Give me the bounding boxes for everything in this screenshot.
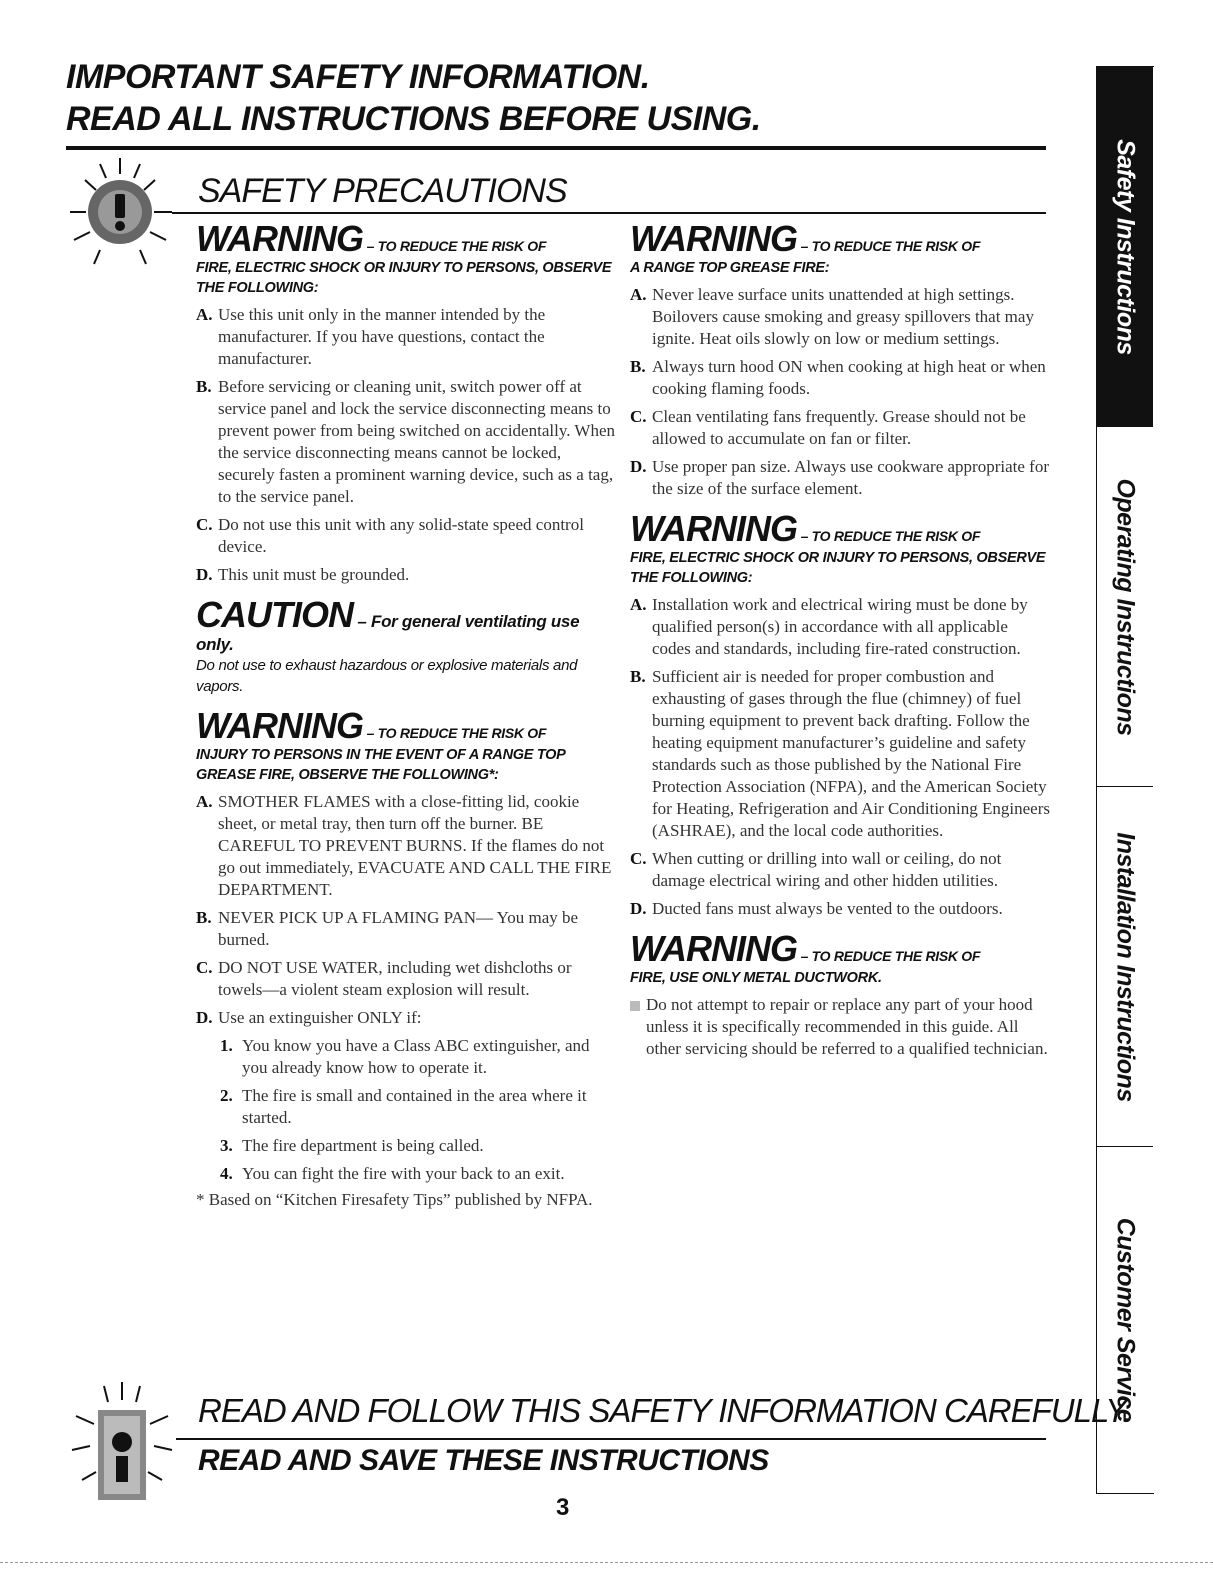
section-rule [172, 212, 1046, 214]
tab-safety-instructions[interactable]: Safety Instructions [1097, 67, 1153, 427]
list-item: C. Do not use this unit with any solid-state speed control device. [196, 515, 584, 556]
list-item: A. SMOTHER FLAMES with a close-fitting lid, cookie sheet, or metal tray, then turn off the burner. BE CAREFUL TO PREVENT BURNS. If the flames do not go out immediately, EVACUATE AND CALL THE FIRE DEPARTMENT. [196, 792, 612, 899]
warning-heading-tail: – TO REDUCE THE RISK OF [797, 238, 981, 254]
list-item: B. NEVER PICK UP A FLAMING PAN— You may be burned. [196, 908, 579, 949]
warning-block-4 [630, 510, 1050, 920]
list-item: D. This unit must be grounded. [196, 565, 410, 584]
list-item: C. Clean ventilating fans frequently. Grease should not be allowed to accumulate on fan or filter. [630, 407, 1026, 448]
caution-block [196, 596, 616, 697]
caution-heading: CAUTION [196, 594, 353, 635]
warning-block-3 [630, 220, 1050, 500]
warning-heading-tail: – TO REDUCE THE RISK OF [363, 725, 547, 741]
warning-heading: WARNING [196, 705, 363, 746]
bullet-icon [630, 1001, 640, 1011]
header-line-2: READ ALL INSTRUCTIONS BEFORE USING. [66, 100, 761, 138]
list-item: A. Installation work and electrical wiring must be done by qualified person(s) in accordance with all applicable codes and standards, including fire-rated construction. [630, 595, 1028, 658]
tab-customer-service[interactable]: Customer Service [1111, 1217, 1140, 1422]
header-line-1: IMPORTANT SAFETY INFORMATION. [66, 58, 650, 96]
footer-line-1: READ AND FOLLOW THIS SAFETY INFORMATION CAREFULLY. [198, 1392, 1132, 1429]
footer-rule [176, 1438, 1046, 1440]
warning-block-1 [196, 220, 616, 586]
list-item: C. When cutting or drilling into wall or ceiling, do not damage electrical wiring and other hidden utilities. [630, 849, 1002, 890]
warning-subheading: FIRE, USE ONLY METAL DUCTWORK. [630, 970, 882, 986]
warning-heading-tail: – TO REDUCE THE RISK OF [797, 948, 981, 964]
warning-person-icon [62, 1380, 182, 1510]
warning-subheading: INJURY TO PERSONS IN THE EVENT OF A RANGE TOP GREASE FIRE, OBSERVE THE FOLLOWING*: [196, 747, 565, 783]
warning-heading: WARNING [630, 218, 797, 259]
page-header [66, 56, 761, 140]
tab-operating-instructions[interactable]: Operating Instructions [1097, 427, 1153, 787]
warning-heading: WARNING [196, 218, 363, 259]
right-column [630, 220, 1050, 1070]
caution-heading-tail: – For general ventilating use only. [196, 612, 580, 654]
sub-list-item: 3. The fire department is being called. [220, 1136, 484, 1155]
list-item: A. Never leave surface units unattended at high settings. Boilovers cause smoking and greasy spillovers that may ignite. Heat oils slowly on low or medium settings. [630, 285, 1034, 348]
list-item: C. DO NOT USE WATER, including wet dishcloths or towels—a violent steam explosion will result. [196, 958, 572, 999]
sub-list-item: 4. You can fight the fire with your back to an exit. [220, 1164, 565, 1183]
warning-burst-icon [60, 152, 180, 282]
tab-installation-instructions[interactable]: Installation Instructions [1097, 787, 1153, 1147]
warning-heading: WARNING [630, 928, 797, 969]
warning-heading: WARNING [630, 508, 797, 549]
side-tabs [1096, 66, 1154, 1494]
warning-block-2 [196, 707, 616, 1211]
sub-list-item: 1. You know you have a Class ABC extinguisher, and you already know how to operate it. [220, 1036, 590, 1077]
footer-line-2: READ AND SAVE THESE INSTRUCTIONS [198, 1444, 769, 1477]
list-item: B. Before servicing or cleaning unit, switch power off at service panel and lock the service disconnecting means to prevent power from being switched on accidentally. When the service disconnecting means cannot be locked, securely fasten a prominent warning device, such as a tag, to the service panel. [196, 377, 616, 506]
warning-block-5 [630, 930, 1050, 1060]
list-item: A. Use this unit only in the manner intended by the manufacturer. If you have questions, contact the manufacturer. [196, 305, 546, 368]
left-column [196, 220, 616, 1221]
list-item: B. Sufficient air is needed for proper combustion and exhausting of gases through the flue (chimney) of fuel burning equipment to prevent back drafting. Follow the heating equipment manufacturer’s guideline and safety standards such as those published by the National Fire Protection Association (NFPA), and the American Society for Heating, Refrigeration and Air Conditioning Engineers (ASHRAE), and the local code authorities. [630, 667, 1050, 840]
warning-subheading: FIRE, ELECTRIC SHOCK OR INJURY TO PERSONS, OBSERVE THE FOLLOWING: [630, 550, 1046, 586]
warning-heading-tail: – TO REDUCE THE RISK OF [363, 238, 547, 254]
sub-list-item: 2. The fire is small and contained in the area where it started. [220, 1086, 587, 1127]
list-item: D. Use an extinguisher ONLY if: [196, 1008, 422, 1027]
list-item: Do not attempt to repair or replace any part of your hood unless it is specifically recommended in this guide. All other servicing should be referred to a qualified technician. [630, 994, 1050, 1060]
page-number: 3 [556, 1494, 570, 1521]
list-item: B. Always turn hood ON when cooking at high heat or when cooking flaming foods. [630, 357, 1046, 398]
list-item: D. Use proper pan size. Always use cookware appropriate for the size of the surface element. [630, 457, 1049, 498]
warning-subheading: A RANGE TOP GREASE FIRE: [630, 260, 830, 276]
section-title: SAFETY PRECAUTIONS [198, 172, 567, 210]
caution-subheading: Do not use to exhaust hazardous or explosive materials and vapors. [196, 657, 578, 695]
list-item: D. Ducted fans must always be vented to the outdoors. [630, 899, 1003, 918]
warning-subheading: FIRE, ELECTRIC SHOCK OR INJURY TO PERSONS, OBSERVE THE FOLLOWING: [196, 260, 612, 296]
bottom-rule [0, 1562, 1213, 1563]
warning-heading-tail: – TO REDUCE THE RISK OF [797, 528, 981, 544]
header-rule [66, 146, 1046, 150]
footnote: * Based on “Kitchen Firesafety Tips” published by NFPA. [196, 1190, 593, 1209]
